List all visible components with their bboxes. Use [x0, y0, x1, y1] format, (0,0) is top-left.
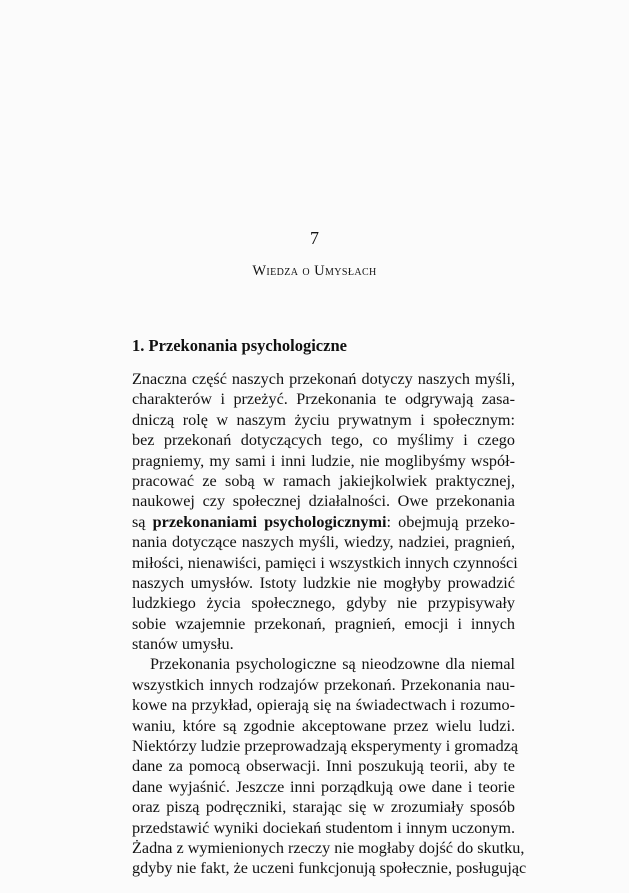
text-line: ludzkiego życia społecznego, gdyby nie przypisywały — [132, 594, 515, 613]
text-line: charakterów i przeżyć. Przekonania te odgrywają zasa- — [132, 390, 515, 409]
text-line: nania dotyczące naszych myśli, wiedzy, nadziei, pragnień, — [132, 533, 515, 552]
text-line: przedstawić wyniki dociekań studentom i innym uczonym. — [132, 818, 515, 837]
text-line: dane wyjaśnić. Jeszcze inni porządkują owe dane i teorie — [132, 777, 515, 796]
paragraph-1 — [132, 369, 518, 654]
text-line: Znaczna część naszych przekonań dotyczy naszych myśli, — [132, 370, 515, 388]
text-line: gdyby nie fakt, że uczeni funkcjonują społecznie, posługując — [132, 859, 527, 878]
text-line: Niektórzy ludzie przeprowadzają eksperymenty i gromadzą — [132, 737, 519, 756]
bold-term: przekonaniami psychologicznymi — [152, 512, 387, 531]
text-line: miłości, nienawiści, pamięci i wszystkich innych czynności — [132, 553, 518, 572]
text-line: pragniemy, my sami i inni ludzie, nie moglibyśmy współ- — [132, 451, 515, 470]
text-line-with-term — [132, 512, 515, 532]
text-line: bez przekonań dotyczących tego, co myślimy i czego — [132, 431, 515, 450]
text-line: naszych umysłów. Istoty ludzkie nie mogłyby prowadzić — [132, 573, 515, 592]
text-line: kowe na przykład, opierają się na świadectwach i rozumo- — [132, 696, 515, 715]
text-line: sobie wzajemnie przekonań, pragnień, emocji i innych — [132, 614, 515, 633]
text-line: stanów umysłu. — [132, 635, 234, 654]
chapter-number: 7 — [310, 228, 319, 248]
text-line: naukowej czy społecznej działalności. Owe przekonania — [132, 492, 515, 511]
text-line: oraz piszą podręczniki, starając się w zrozumiały sposób — [132, 798, 515, 817]
paragraph-2 — [132, 654, 527, 878]
text-line: waniu, które są zgodnie akceptowane przez wielu ludzi. — [132, 716, 515, 735]
chapter-title: Wiedza o Umysłach — [252, 263, 377, 279]
text-fragment: : obejmują przeko- — [386, 512, 516, 531]
text-fragment: są — [132, 512, 153, 531]
text-line: Przekonania psychologiczne są nieodzowne dla niemal — [150, 655, 515, 674]
text-line: wszystkich innych rodzajów przekonań. Przekonania nau- — [132, 675, 515, 694]
text-line: dniczą rolę w naszym życiu prywatnym i społecznym: — [132, 410, 515, 429]
text-line: pracować ze sobą w ramach jakiejkolwiek praktycznej, — [132, 471, 515, 490]
body-text — [132, 369, 527, 879]
text-line: dane za pomocą obserwacji. Inni poszukują teorii, aby te — [132, 757, 515, 776]
section-heading: 1. Przekonania psychologiczne — [132, 336, 347, 355]
text-line: Żadna z wymienionych rzeczy nie mogłaby dojść do skutku, — [132, 838, 525, 857]
